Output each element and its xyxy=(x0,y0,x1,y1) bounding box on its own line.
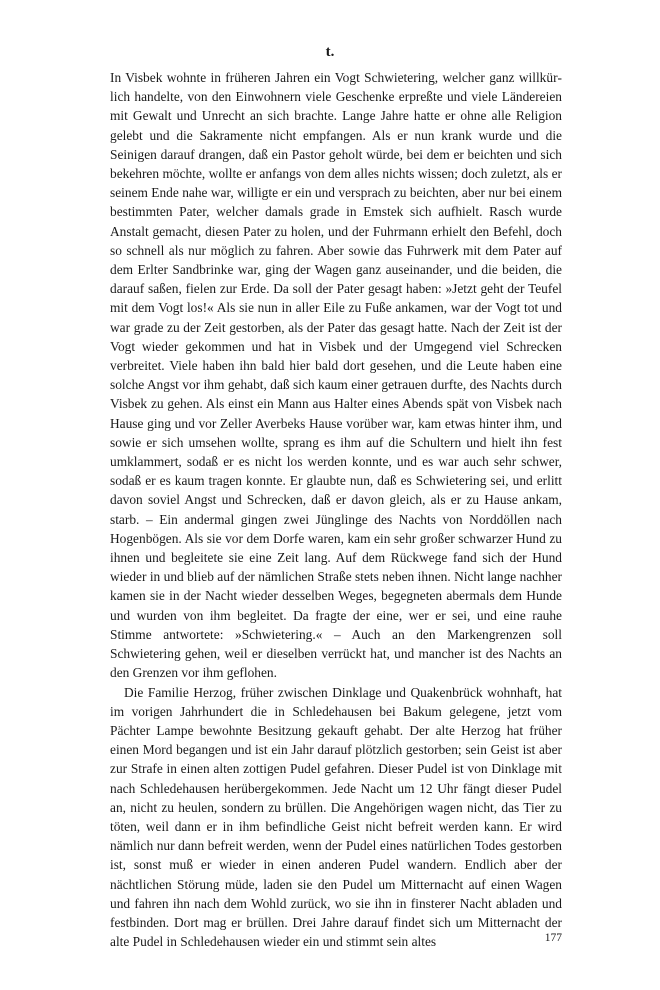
page-number: 177 xyxy=(544,932,562,944)
section-heading: t. xyxy=(325,44,335,60)
body-text xyxy=(110,68,562,951)
paragraph-schwietering: In Visbek wohnte in früheren Jahren ein Vogt Schwietering, welcher ganz willkürlich handelte, von den Einwohnern viele Geschenke erpreßte und viele Ländereien mit Gewalt und Unrecht an sich brachte. Lange Jahre hatte er ohne alle Religion gelebt und die Sakramente nicht empfangen. Als er nun krank wurde und die Seinigen darauf drangen, daß ein Pastor geholt würde, bei dem er beichten und sich bekehren möchte, wollte er anfangs von dem alles nichts wissen; doch zuletzt, als er seinem Ende nahe war, willigte er ein und versprach zu beichten, aber nur bei einem bestimmten Pater, welcher damals grade in Emstek sich aufhielt. Rasch wurde Anstalt gemacht, diesen Pater zu holen, und der Fuhrmann erhielt den Befehl, doch so schnell als nur möglich zu fahren. Aber sowie das Fuhrwerk mit dem Pater auf dem Erlter Sandbrinke war, ging der Wagen ganz auseinander, und die beiden, die darauf saßen, fielen zur Erde. Da soll der Pater gesagt haben: »Jetzt geht der Teufel mit dem Vogt los!« Als sie nun in aller Eile zu Fuße ankamen, war der Vogt tot und war grade zu der Zeit gestorben, als der Pater das gesagt hatte. Nach der Zeit ist der Vogt wieder gekommen und hat in Visbek und der Umgegend viel Schrecken verbreitet. Viele haben ihn bald hier bald dort gesehen, und die Leute haben eine solche Angst vor ihm gehabt, daß sich kaum einer getrauen durfte, des Nachts durch Visbek zu gehen. Als einst ein Mann aus Halter eines Abends spät von Visbek nach Hause ging und vor Zeller Averbeks Hause vorüber war, kam etwas hinter ihm, und sowie er sich umsehen wollte, sprang es ihm auf die Schultern und hielt ihn fest umklammert, sodaß er es nicht los werden konnte, und es war auch sehr schwer, sodaß er es kaum tragen konnte. Er glaubte nun, daß es Schwietering sei, und erlitt davon soviel Angst und Schrecken, daß er davon gleich, als er zu Hause ankam, starb. – Ein andermal gingen zwei Jünglinge des Nachts von Norddöllen nach Hogenbögen. Als sie vor dem Dorfe waren, kam ein sehr großer schwarzer Hund zu ihnen und begleitete sie eine Zeit lang. Auf dem Rückwege fand sich der Hund wieder in und blieb auf der nämlichen Straße stets neben ihnen. Nicht lange nachher kamen sie in der Nacht wieder desselben Weges, begegneten abermals dem Hunde und wurden von ihm begleitet. Da fragte der eine, wer er sei, und eine rauhe Stimme antwortete: »Schwietering.« – Auch an den Markengrenzen soll Schwietering gehen, weil er dieselben verrückt hat, und mancher ist des Nachts an den Grenzen vor ihm geflohen. xyxy=(110,70,562,681)
paragraph-herzog: Die Familie Herzog, früher zwischen Dinklage und Quakenbrück wohnhaft, hat im vorigen Jahrhundert die in Schledehausen bei Bakum gelegene, jetzt vom Pächter Lampe bewohnte Besitzung gekauft gehabt. Der alte Herzog hat früher einen Mord begangen und ist ein Jahr darauf plötzlich gestorben; sein Geist ist aber zur Strafe in einen alten zottigen Pudel gefahren. Dieser Pudel ist von Dinklage mit nach Schledehausen herübergekommen. Jede Nacht um 12 Uhr fängt dieser Pudel an, nicht zu heulen, sondern zu brüllen. Die Angehörigen wagen nicht, das Tier zu töten, weil dann er in ihm befindliche Geist nicht befreit werden kann. Er wird nämlich nur dann befreit werden, wenn der Pudel eines natürlichen Todes gestorben ist, sonst muß er wieder in einen anderen Pudel wandern. Endlich aber der nächtlichen Störung müde, laden sie den Pudel um Mitternacht auf einen Wagen und fahren ihn nach dem Wohld zurück, wo sie ihn in finsterer Nacht abladen und festbinden. Dort mag er brüllen. Drei Jahre darauf findet sich um Mitternacht der alte Pudel in Schledehausen wieder ein und stimmt sein altes xyxy=(110,684,562,950)
